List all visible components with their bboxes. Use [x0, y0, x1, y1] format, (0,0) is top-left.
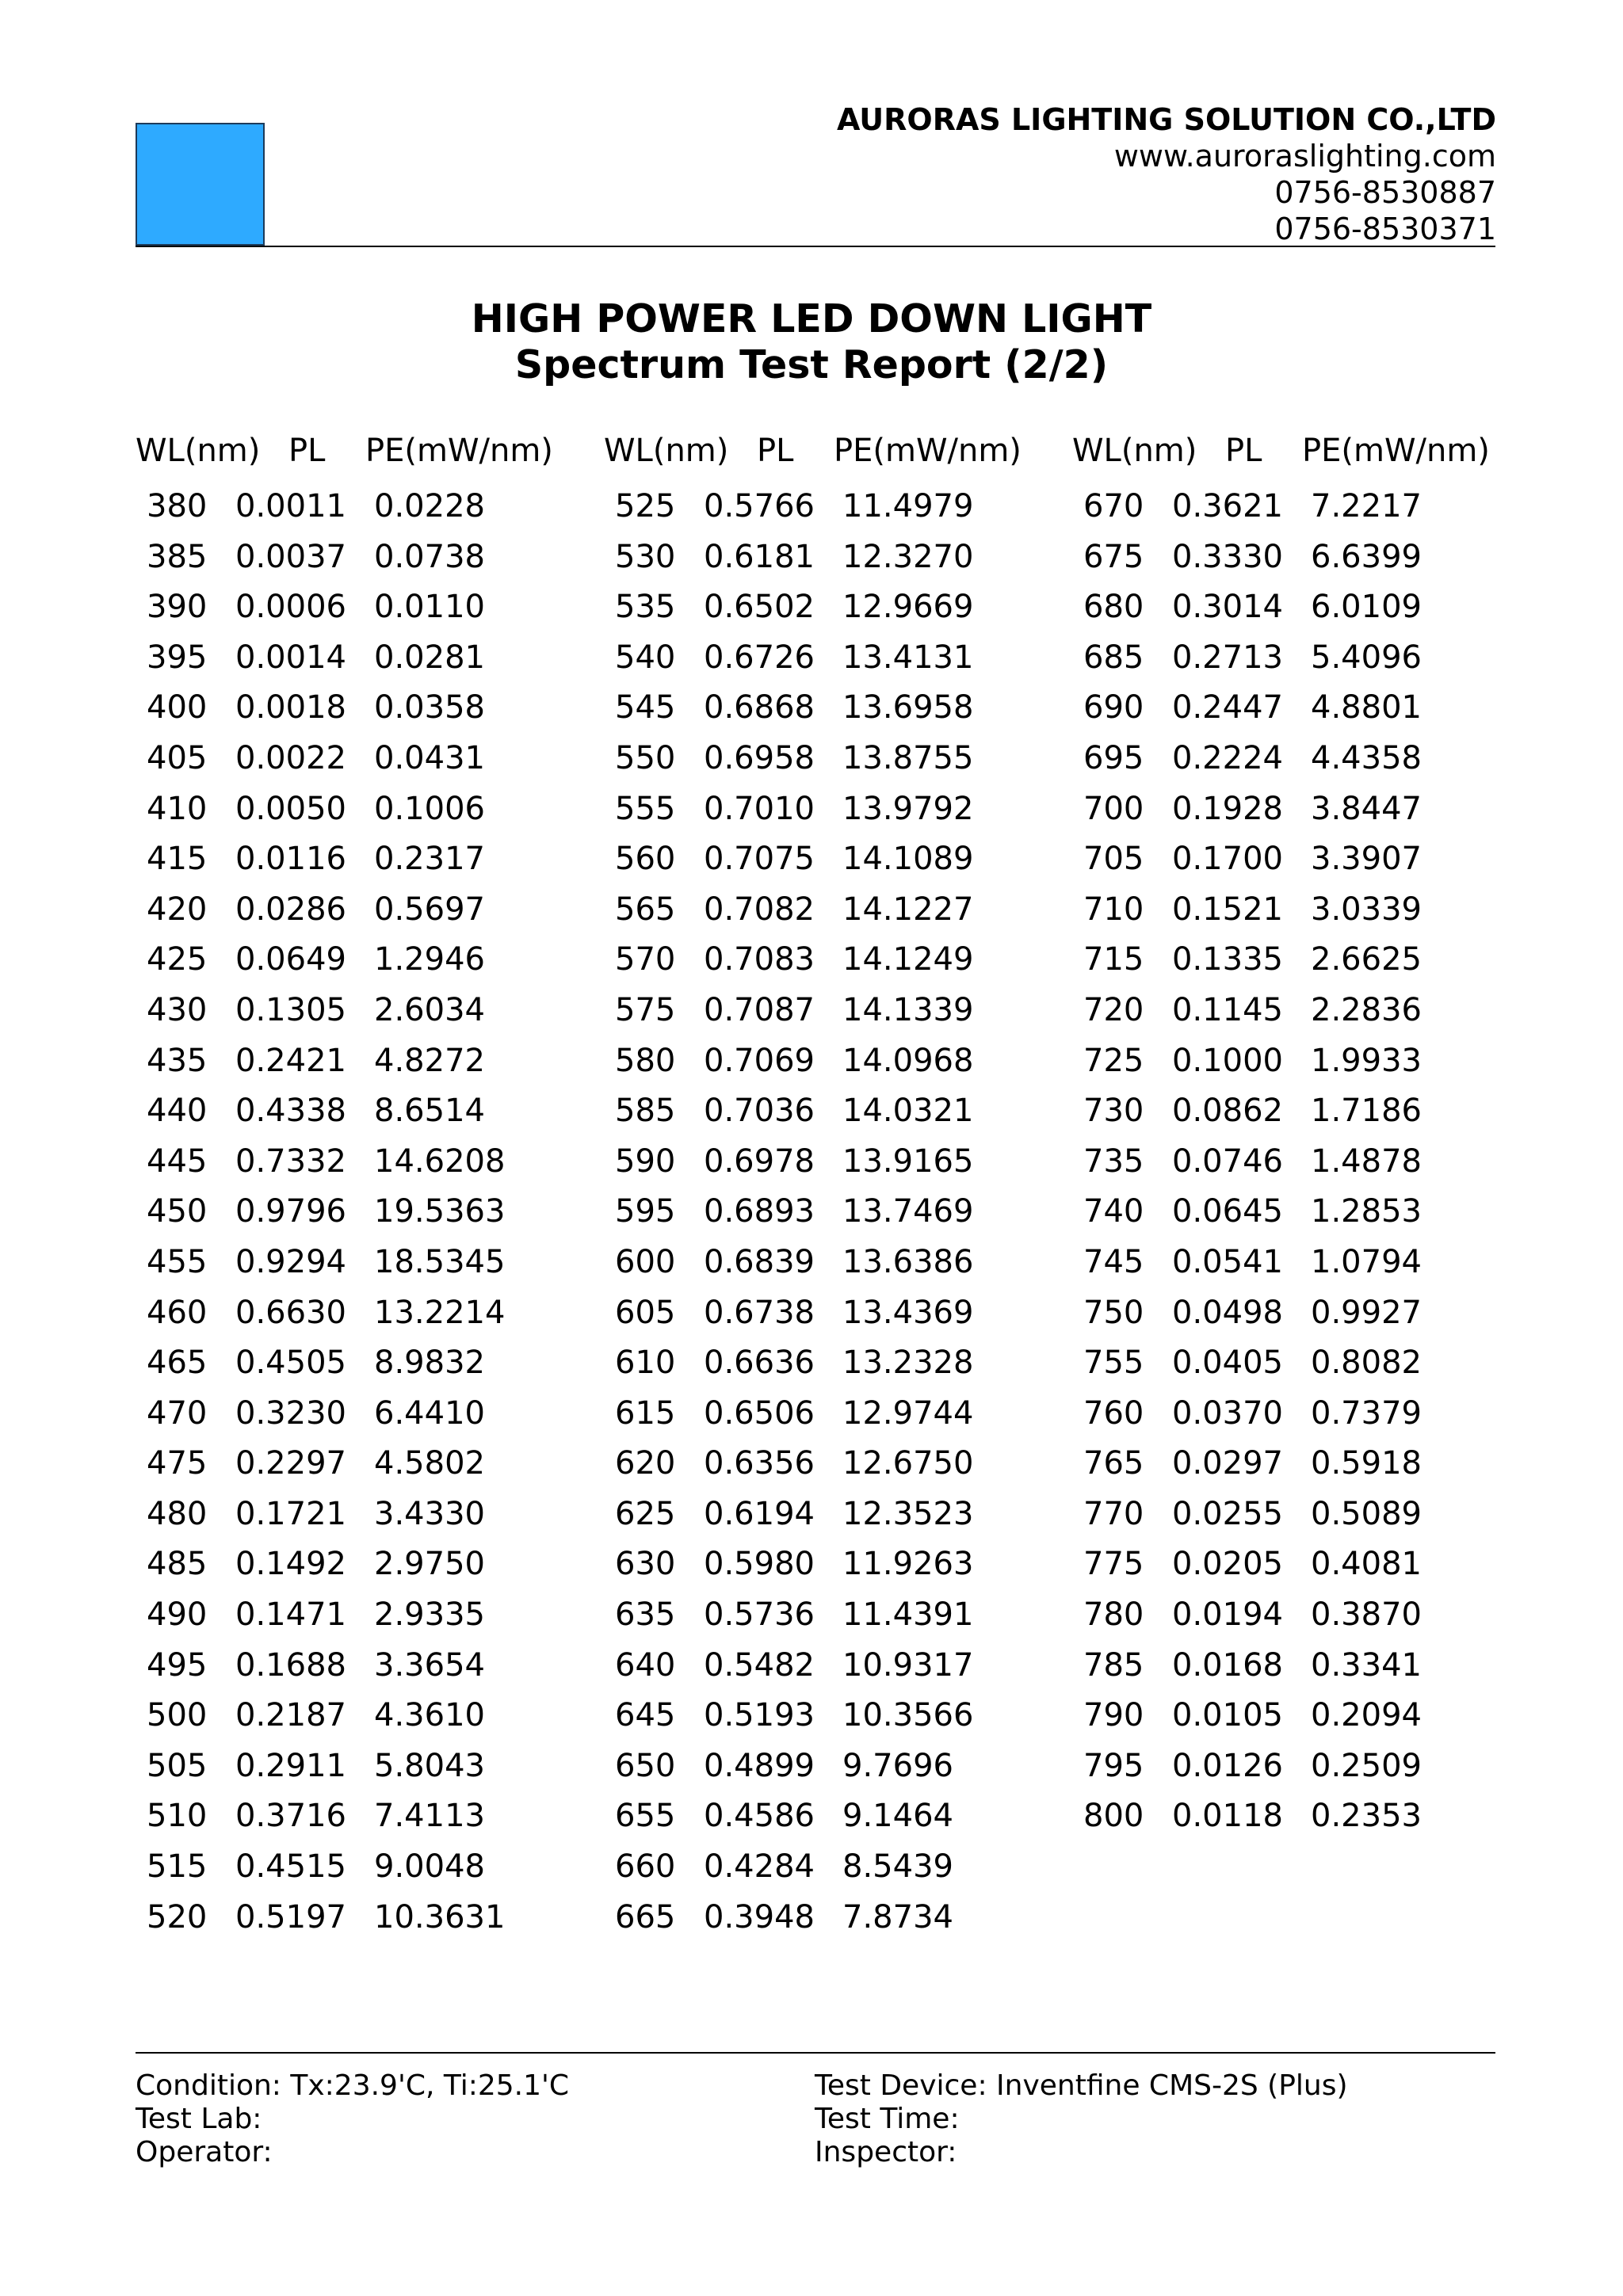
wavelength-cell: 400 — [147, 689, 208, 727]
pl-cell: 0.0022 — [235, 739, 346, 776]
wavelength-cell: 470 — [147, 1394, 208, 1432]
wavelength-cell: 520 — [147, 1898, 208, 1936]
pl-cell: 0.5193 — [704, 1697, 815, 1734]
wavelength-cell: 505 — [147, 1747, 208, 1784]
pe-cell: 0.5697 — [374, 891, 485, 928]
wavelength-cell: 755 — [1083, 1344, 1144, 1382]
pe-cell: 8.9832 — [374, 1344, 485, 1382]
pe-cell: 0.8082 — [1311, 1344, 1422, 1382]
pl-cell: 0.7069 — [704, 1042, 815, 1079]
wavelength-cell: 625 — [615, 1495, 676, 1532]
wavelength-cell: 710 — [1083, 891, 1144, 928]
pe-cell: 13.8755 — [842, 739, 974, 776]
wavelength-cell: 415 — [147, 841, 208, 878]
pl-cell: 0.0297 — [1172, 1445, 1283, 1482]
pe-cell: 1.2946 — [374, 941, 485, 978]
pl-cell: 0.0498 — [1172, 1294, 1283, 1331]
wavelength-cell: 585 — [615, 1093, 676, 1130]
pe-cell: 13.4369 — [842, 1294, 974, 1331]
pl-cell: 0.6839 — [704, 1243, 815, 1280]
pl-cell: 0.0011 — [235, 488, 346, 524]
wavelength-cell: 660 — [615, 1848, 676, 1886]
pl-cell: 0.6868 — [704, 689, 815, 727]
pe-cell: 4.8272 — [374, 1042, 485, 1079]
pl-cell: 0.4515 — [235, 1848, 346, 1886]
pe-cell: 3.4330 — [374, 1495, 485, 1532]
pl-cell: 0.1305 — [235, 991, 346, 1028]
pe-cell: 0.0738 — [374, 538, 485, 575]
pl-cell: 0.5980 — [704, 1546, 815, 1583]
wavelength-cell: 610 — [615, 1344, 676, 1382]
pe-cell: 0.7379 — [1311, 1394, 1422, 1432]
pe-cell: 6.6399 — [1311, 538, 1422, 575]
header-wl: WL(nm) — [136, 433, 261, 469]
pe-cell: 3.0339 — [1311, 891, 1422, 928]
wavelength-cell: 525 — [615, 488, 676, 524]
pe-cell: 12.9744 — [842, 1394, 974, 1432]
pe-cell: 0.0228 — [374, 488, 485, 524]
pl-cell: 0.0037 — [235, 538, 346, 575]
header-pe: PE(mW/nm) — [834, 433, 1022, 469]
pe-cell: 0.3341 — [1311, 1646, 1422, 1684]
pl-cell: 0.0405 — [1172, 1344, 1283, 1382]
pl-cell: 0.1145 — [1172, 991, 1283, 1028]
test-lab-label: Test Lab: — [136, 2103, 262, 2135]
wavelength-cell: 700 — [1083, 790, 1144, 827]
pe-cell: 12.9669 — [842, 589, 974, 626]
pl-cell: 0.1928 — [1172, 790, 1283, 827]
footer-left — [136, 2069, 569, 2169]
wavelength-cell: 510 — [147, 1798, 208, 1835]
wavelength-cell: 670 — [1083, 488, 1144, 524]
pl-cell: 0.0050 — [235, 790, 346, 827]
wavelength-cell: 425 — [147, 941, 208, 978]
pl-cell: 0.3230 — [235, 1394, 346, 1432]
wavelength-cell: 650 — [615, 1747, 676, 1784]
pl-cell: 0.0105 — [1172, 1697, 1283, 1734]
pe-cell: 14.1339 — [842, 991, 974, 1028]
company-info — [837, 101, 1496, 247]
pl-cell: 0.6506 — [704, 1394, 815, 1432]
wavelength-cell: 715 — [1083, 941, 1144, 978]
pe-cell: 13.6386 — [842, 1243, 974, 1280]
pe-cell: 13.2214 — [374, 1294, 506, 1331]
pl-cell: 0.7010 — [704, 790, 815, 827]
pe-cell: 13.9165 — [842, 1142, 974, 1180]
wavelength-cell: 590 — [615, 1142, 676, 1180]
wavelength-cell: 615 — [615, 1394, 676, 1432]
company-phone-1: 0756-8530887 — [1274, 175, 1496, 210]
pl-cell: 0.4284 — [704, 1848, 815, 1886]
pe-cell: 14.1089 — [842, 841, 974, 878]
report-title: HIGH POWER LED DOWN LIGHT — [471, 296, 1152, 341]
pl-cell: 0.6502 — [704, 589, 815, 626]
wavelength-cell: 635 — [615, 1596, 676, 1634]
pl-cell: 0.1700 — [1172, 841, 1283, 878]
pe-cell: 11.4979 — [842, 488, 974, 524]
pl-cell: 0.5197 — [235, 1898, 346, 1936]
pe-cell: 8.6514 — [374, 1093, 485, 1130]
pl-cell: 0.6978 — [704, 1142, 815, 1180]
pl-cell: 0.0746 — [1172, 1142, 1283, 1180]
pe-cell: 3.3907 — [1311, 841, 1422, 878]
pe-cell: 0.2094 — [1311, 1697, 1422, 1734]
pl-cell: 0.0168 — [1172, 1646, 1283, 1684]
pl-cell: 0.1688 — [235, 1646, 346, 1684]
pe-cell: 2.6034 — [374, 991, 485, 1028]
pe-cell: 6.0109 — [1311, 589, 1422, 626]
wavelength-cell: 570 — [615, 941, 676, 978]
company-phone-2: 0756-8530371 — [1274, 212, 1496, 246]
pe-cell: 10.9317 — [842, 1646, 974, 1684]
pl-cell: 0.2713 — [1172, 639, 1283, 676]
pl-cell: 0.4505 — [235, 1344, 346, 1382]
pl-cell: 0.7082 — [704, 891, 815, 928]
wavelength-cell: 480 — [147, 1495, 208, 1532]
pe-cell: 3.8447 — [1311, 790, 1422, 827]
wavelength-cell: 730 — [1083, 1093, 1144, 1130]
pe-cell: 6.4410 — [374, 1394, 485, 1432]
wavelength-cell: 385 — [147, 538, 208, 575]
wavelength-cell: 740 — [1083, 1193, 1144, 1230]
pe-cell: 13.4131 — [842, 639, 974, 676]
wavelength-cell: 600 — [615, 1243, 676, 1280]
footer-divider — [136, 2052, 1495, 2054]
inspector-label: Inspector: — [815, 2136, 957, 2168]
wavelength-cell: 545 — [615, 689, 676, 727]
pl-cell: 0.5482 — [704, 1646, 815, 1684]
wavelength-cell: 675 — [1083, 538, 1144, 575]
pe-cell: 9.1464 — [842, 1798, 953, 1835]
pl-cell: 0.0006 — [235, 589, 346, 626]
pe-cell: 0.0281 — [374, 639, 485, 676]
pl-cell: 0.0649 — [235, 941, 346, 978]
wavelength-cell: 725 — [1083, 1042, 1144, 1079]
pe-cell: 1.7186 — [1311, 1093, 1422, 1130]
pe-cell: 0.0358 — [374, 689, 485, 727]
pe-cell: 13.9792 — [842, 790, 974, 827]
pl-cell: 0.7075 — [704, 841, 815, 878]
pl-cell: 0.1721 — [235, 1495, 346, 1532]
pl-cell: 0.0645 — [1172, 1193, 1283, 1230]
pe-cell: 0.0431 — [374, 739, 485, 776]
pe-cell: 4.4358 — [1311, 739, 1422, 776]
pe-cell: 1.0794 — [1311, 1243, 1422, 1280]
wavelength-cell: 540 — [615, 639, 676, 676]
pl-cell: 0.3330 — [1172, 538, 1283, 575]
pl-cell: 0.7332 — [235, 1142, 346, 1180]
pl-cell: 0.6726 — [704, 639, 815, 676]
pe-cell: 14.1227 — [842, 891, 974, 928]
company-logo — [136, 123, 265, 246]
pl-cell: 0.0118 — [1172, 1798, 1283, 1835]
wavelength-cell: 555 — [615, 790, 676, 827]
pe-cell: 18.5345 — [374, 1243, 506, 1280]
pl-cell: 0.3621 — [1172, 488, 1283, 524]
wavelength-cell: 790 — [1083, 1697, 1144, 1734]
pl-cell: 0.6630 — [235, 1294, 346, 1331]
pl-cell: 0.0194 — [1172, 1596, 1283, 1634]
wavelength-cell: 465 — [147, 1344, 208, 1382]
wavelength-cell: 795 — [1083, 1747, 1144, 1784]
footer-right — [815, 2069, 1348, 2169]
pl-cell: 0.7036 — [704, 1093, 815, 1130]
wavelength-cell: 750 — [1083, 1294, 1144, 1331]
pl-cell: 0.0255 — [1172, 1495, 1283, 1532]
wavelength-cell: 440 — [147, 1093, 208, 1130]
pe-cell: 9.7696 — [842, 1747, 953, 1784]
pe-cell: 2.9335 — [374, 1596, 485, 1634]
pe-cell: 11.9263 — [842, 1546, 974, 1583]
pe-cell: 5.8043 — [374, 1747, 485, 1784]
pl-cell: 0.2224 — [1172, 739, 1283, 776]
pl-cell: 0.2187 — [235, 1697, 346, 1734]
pl-cell: 0.0014 — [235, 639, 346, 676]
wavelength-cell: 490 — [147, 1596, 208, 1634]
pe-cell: 0.5918 — [1311, 1445, 1422, 1482]
wavelength-cell: 645 — [615, 1697, 676, 1734]
wavelength-cell: 445 — [147, 1142, 208, 1180]
pl-cell: 0.6636 — [704, 1344, 815, 1382]
pe-cell: 0.3870 — [1311, 1596, 1422, 1634]
pe-cell: 3.3654 — [374, 1646, 485, 1684]
pl-cell: 0.0205 — [1172, 1546, 1283, 1583]
pl-cell: 0.3716 — [235, 1798, 346, 1835]
pl-cell: 0.2421 — [235, 1042, 346, 1079]
pe-cell: 1.2853 — [1311, 1193, 1422, 1230]
header-wl: WL(nm) — [1072, 433, 1197, 469]
pl-cell: 0.0541 — [1172, 1243, 1283, 1280]
pe-cell: 4.5802 — [374, 1445, 485, 1482]
pe-cell: 10.3631 — [374, 1898, 506, 1936]
wavelength-cell: 735 — [1083, 1142, 1144, 1180]
header-pe: PE(mW/nm) — [365, 433, 553, 469]
wavelength-cell: 800 — [1083, 1798, 1144, 1835]
pl-cell: 0.6893 — [704, 1193, 815, 1230]
wavelength-cell: 665 — [615, 1898, 676, 1936]
wavelength-cell: 770 — [1083, 1495, 1144, 1532]
pl-cell: 0.4899 — [704, 1747, 815, 1784]
header-wl: WL(nm) — [604, 433, 729, 469]
test-time-label: Test Time: — [815, 2103, 960, 2135]
pe-cell: 14.6208 — [374, 1142, 506, 1180]
pl-cell: 0.1521 — [1172, 891, 1283, 928]
pe-cell: 13.2328 — [842, 1344, 974, 1382]
pl-cell: 0.9796 — [235, 1193, 346, 1230]
wavelength-cell: 630 — [615, 1546, 676, 1583]
pl-cell: 0.4338 — [235, 1093, 346, 1130]
wavelength-cell: 430 — [147, 991, 208, 1028]
pe-cell: 8.5439 — [842, 1848, 953, 1886]
pe-cell: 7.2217 — [1311, 488, 1422, 524]
wavelength-cell: 575 — [615, 991, 676, 1028]
pl-cell: 0.0018 — [235, 689, 346, 727]
wavelength-cell: 785 — [1083, 1646, 1144, 1684]
pl-cell: 0.2297 — [235, 1445, 346, 1482]
pl-cell: 0.5736 — [704, 1596, 815, 1634]
wavelength-cell: 780 — [1083, 1596, 1144, 1634]
pe-cell: 19.5363 — [374, 1193, 506, 1230]
pl-cell: 0.0862 — [1172, 1093, 1283, 1130]
pe-cell: 12.3523 — [842, 1495, 974, 1532]
pe-cell: 0.0110 — [374, 589, 485, 626]
wavelength-cell: 410 — [147, 790, 208, 827]
wavelength-cell: 760 — [1083, 1394, 1144, 1432]
wavelength-cell: 705 — [1083, 841, 1144, 878]
header-pe: PE(mW/nm) — [1302, 433, 1490, 469]
pl-cell: 0.5766 — [704, 488, 815, 524]
wavelength-cell: 500 — [147, 1697, 208, 1734]
header-divider — [136, 246, 1495, 247]
wavelength-cell: 680 — [1083, 589, 1144, 626]
pe-cell: 0.2317 — [374, 841, 485, 878]
wavelength-cell: 550 — [615, 739, 676, 776]
pe-cell: 0.1006 — [374, 790, 485, 827]
pe-cell: 5.4096 — [1311, 639, 1422, 676]
condition-text: Condition: Tx:23.9'C, Ti:25.1'C — [136, 2069, 570, 2102]
wavelength-cell: 455 — [147, 1243, 208, 1280]
pe-cell: 7.8734 — [842, 1898, 953, 1936]
wavelength-cell: 565 — [615, 891, 676, 928]
pl-cell: 0.1492 — [235, 1546, 346, 1583]
header-pl: PL — [288, 433, 326, 469]
pe-cell: 0.2353 — [1311, 1798, 1422, 1835]
wavelength-cell: 765 — [1083, 1445, 1144, 1482]
pl-cell: 0.2911 — [235, 1747, 346, 1784]
pl-cell: 0.6738 — [704, 1294, 815, 1331]
pe-cell: 0.4081 — [1311, 1546, 1422, 1583]
wavelength-cell: 775 — [1083, 1546, 1144, 1583]
pl-cell: 0.0116 — [235, 841, 346, 878]
wavelength-cell: 685 — [1083, 639, 1144, 676]
wavelength-cell: 560 — [615, 841, 676, 878]
operator-label: Operator: — [136, 2136, 273, 2168]
pl-cell: 0.1335 — [1172, 941, 1283, 978]
pe-cell: 13.6958 — [842, 689, 974, 727]
pl-cell: 0.7083 — [704, 941, 815, 978]
pl-cell: 0.6181 — [704, 538, 815, 575]
wavelength-cell: 580 — [615, 1042, 676, 1079]
wavelength-cell: 405 — [147, 739, 208, 776]
pe-cell: 12.3270 — [842, 538, 974, 575]
pe-cell: 2.6625 — [1311, 941, 1422, 978]
pe-cell: 4.3610 — [374, 1697, 485, 1734]
pe-cell: 1.4878 — [1311, 1142, 1422, 1180]
pl-cell: 0.1471 — [235, 1596, 346, 1634]
wavelength-cell: 485 — [147, 1546, 208, 1583]
pl-cell: 0.1000 — [1172, 1042, 1283, 1079]
pl-cell: 0.9294 — [235, 1243, 346, 1280]
pl-cell: 0.6194 — [704, 1495, 815, 1532]
wavelength-cell: 605 — [615, 1294, 676, 1331]
wavelength-cell: 640 — [615, 1646, 676, 1684]
pl-cell: 0.0370 — [1172, 1394, 1283, 1432]
pl-cell: 0.2447 — [1172, 689, 1283, 727]
pl-cell: 0.3014 — [1172, 589, 1283, 626]
pe-cell: 14.0968 — [842, 1042, 974, 1079]
pe-cell: 0.2509 — [1311, 1747, 1422, 1784]
pl-cell: 0.6356 — [704, 1445, 815, 1482]
pl-cell: 0.0286 — [235, 891, 346, 928]
header-pl: PL — [757, 433, 794, 469]
pe-cell: 12.6750 — [842, 1445, 974, 1482]
pe-cell: 7.4113 — [374, 1798, 485, 1835]
wavelength-cell: 395 — [147, 639, 208, 676]
wavelength-cell: 690 — [1083, 689, 1144, 727]
pe-cell: 10.3566 — [842, 1697, 974, 1734]
wavelength-cell: 390 — [147, 589, 208, 626]
pl-cell: 0.3948 — [704, 1898, 815, 1936]
company-website: www.auroraslighting.com — [1113, 139, 1496, 174]
pe-cell: 2.9750 — [374, 1546, 485, 1583]
wavelength-cell: 475 — [147, 1445, 208, 1482]
wavelength-cell: 420 — [147, 891, 208, 928]
pe-cell: 4.8801 — [1311, 689, 1422, 727]
pe-cell: 13.7469 — [842, 1193, 974, 1230]
wavelength-cell: 450 — [147, 1193, 208, 1230]
pe-cell: 2.2836 — [1311, 991, 1422, 1028]
pe-cell: 11.4391 — [842, 1596, 974, 1634]
wavelength-cell: 380 — [147, 488, 208, 524]
wavelength-cell: 655 — [615, 1798, 676, 1835]
wavelength-cell: 515 — [147, 1848, 208, 1886]
pl-cell: 0.4586 — [704, 1798, 815, 1835]
report-subtitle: Spectrum Test Report (2/2) — [514, 342, 1109, 387]
wavelength-cell: 530 — [615, 538, 676, 575]
wavelength-cell: 620 — [615, 1445, 676, 1482]
header-pl: PL — [1225, 433, 1262, 469]
wavelength-cell: 595 — [615, 1193, 676, 1230]
pl-cell: 0.7087 — [704, 991, 815, 1028]
company-name: AURORAS LIGHTING SOLUTION CO.,LTD — [837, 102, 1496, 137]
pl-cell: 0.0126 — [1172, 1747, 1283, 1784]
pe-cell: 14.0321 — [842, 1093, 974, 1130]
wavelength-cell: 435 — [147, 1042, 208, 1079]
pe-cell: 14.1249 — [842, 941, 974, 978]
pe-cell: 0.5089 — [1311, 1495, 1422, 1532]
wavelength-cell: 695 — [1083, 739, 1144, 776]
test-device-text: Test Device: Inventfine CMS-2S (Plus) — [815, 2069, 1348, 2102]
pl-cell: 0.6958 — [704, 739, 815, 776]
wavelength-cell: 535 — [615, 589, 676, 626]
wavelength-cell: 745 — [1083, 1243, 1144, 1280]
pe-cell: 9.0048 — [374, 1848, 485, 1886]
wavelength-cell: 720 — [1083, 991, 1144, 1028]
wavelength-cell: 460 — [147, 1294, 208, 1331]
pe-cell: 0.9927 — [1311, 1294, 1422, 1331]
pe-cell: 1.9933 — [1311, 1042, 1422, 1079]
wavelength-cell: 495 — [147, 1646, 208, 1684]
